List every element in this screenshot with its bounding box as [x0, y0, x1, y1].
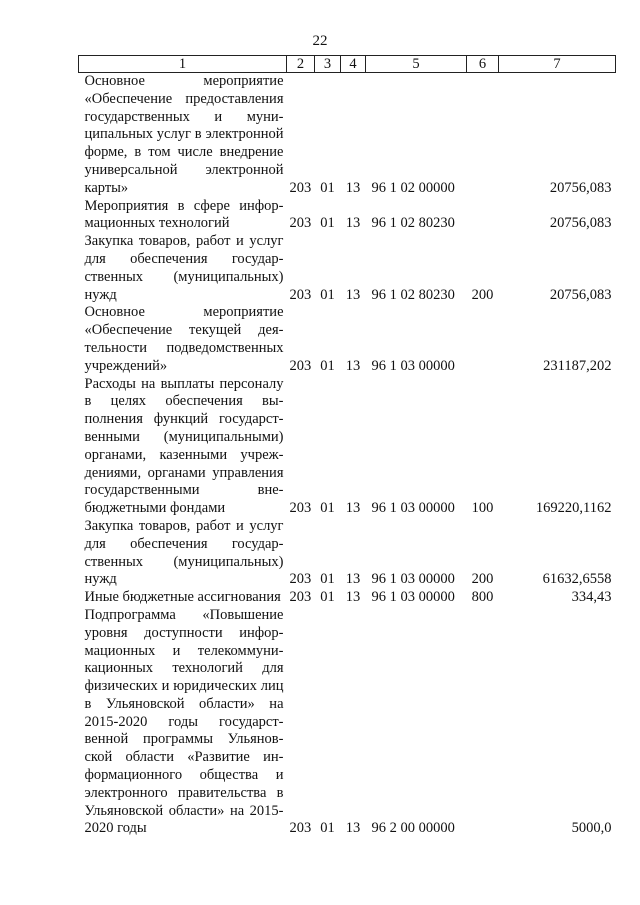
row-subsection: 13: [345, 215, 361, 232]
row-section: 01: [320, 215, 335, 232]
row-amount: 334,43: [571, 589, 612, 606]
row-admin-code: 203: [289, 215, 312, 232]
row-amount: 61632,6558: [542, 571, 612, 588]
row-section: 01: [320, 820, 335, 837]
row-target-code: 96 1 02 80230: [371, 286, 455, 303]
header-col-2: 2: [287, 56, 315, 73]
row-section: 01: [320, 571, 335, 588]
row-subsection: 13: [345, 820, 361, 837]
row-subsection: 13: [345, 357, 361, 374]
header-col-6: 6: [467, 56, 499, 73]
row-admin-code: 203: [289, 357, 312, 374]
table-row: [79, 73, 616, 198]
row-section: 01: [320, 500, 335, 517]
row-admin-code: 203: [289, 500, 312, 517]
row-target-code: 96 1 03 00000: [371, 500, 455, 517]
header-col-1: 1: [79, 56, 287, 73]
row-expense-type: 200: [471, 286, 494, 303]
row-admin-code: 203: [289, 820, 312, 837]
row-amount: 20756,083: [549, 179, 612, 196]
table-row: [79, 518, 616, 589]
table-body: [79, 73, 616, 839]
row-subsection: 13: [345, 179, 361, 196]
row-target-code: 96 1 03 00000: [371, 357, 455, 374]
row-section: 01: [320, 589, 335, 606]
page-number: 22: [312, 33, 328, 49]
row-subsection: 13: [345, 571, 361, 588]
row-expense-type: 800: [471, 589, 494, 606]
table-row: [79, 233, 616, 304]
table-row: [79, 198, 616, 234]
row-subsection: 13: [345, 589, 361, 606]
row-expense-type: [467, 198, 499, 234]
row-admin-code: 203: [289, 286, 312, 303]
row-expense-type: [467, 304, 499, 375]
row-name: Подпрограмма «Повышение уровня доступности информационных и телекоммуникационных технологий для физических и юридических лиц в Ульяновской области» на 2015-2020 годы государственной программы Ульяновской области «Развитие информационного общества и электронного правительства в Ульяновской области» на 2015-2020 годы: [84, 606, 284, 837]
row-name: Основное мероприятие «Обеспечение текущей деятельности подведомственных учреждений»: [84, 304, 284, 374]
row-section: 01: [320, 179, 335, 196]
header-row: [79, 56, 616, 73]
row-name: Закупка товаров, работ и услуг для обеспечения государственных (муниципальных) нужд: [84, 517, 284, 588]
row-amount: 231187,202: [543, 357, 612, 374]
header-col-5: 5: [366, 56, 467, 73]
header-col-7: 7: [499, 56, 616, 73]
table-row: [79, 607, 616, 838]
row-amount: 5000,0: [571, 820, 612, 837]
row-subsection: 13: [345, 286, 361, 303]
row-amount: 20756,083: [549, 286, 612, 303]
header-col-4: 4: [341, 56, 366, 73]
row-amount: 20756,083: [549, 215, 612, 232]
row-section: 01: [320, 357, 335, 374]
row-admin-code: 203: [289, 571, 312, 588]
row-target-code: 96 2 00 00000: [371, 820, 455, 837]
row-expense-type: 200: [471, 571, 494, 588]
row-name: Основное мероприятие «Обеспечение предоставления государственных и муниципальных услуг в электронной форме, в том числе внедрение универсальной электронной карты»: [84, 73, 284, 196]
row-name: Закупка товаров, работ и услуг для обеспечения государственных (муниципальных) нужд: [84, 233, 284, 303]
row-section: 01: [320, 286, 335, 303]
row-admin-code: 203: [289, 179, 312, 196]
row-target-code: 96 1 03 00000: [371, 589, 455, 606]
row-name: Мероприятия в сфере информационных технологий: [84, 197, 284, 232]
row-expense-type: [467, 607, 499, 838]
row-expense-type: [467, 73, 499, 198]
row-amount: 169220,1162: [535, 500, 612, 517]
header-col-3: 3: [315, 56, 341, 73]
table-row: [79, 376, 616, 518]
row-name: Расходы на выплаты персоналу в целях обеспечения выполнения функций государственными (муниципальными) органами, казенными учреждениями, органами управления государственными внебюджетными фондами: [84, 375, 284, 517]
row-target-code: 96 1 02 00000: [371, 179, 455, 196]
table-row: [79, 589, 616, 607]
row-subsection: 13: [345, 500, 361, 517]
table-header: [79, 56, 616, 73]
row-name: Иные бюджетные ассигнования: [84, 589, 281, 606]
row-expense-type: 100: [471, 500, 494, 517]
row-target-code: 96 1 03 00000: [371, 571, 455, 588]
table-row: [79, 304, 616, 375]
row-admin-code: 203: [289, 589, 312, 606]
row-target-code: 96 1 02 80230: [371, 215, 455, 232]
budget-table: [78, 55, 616, 838]
